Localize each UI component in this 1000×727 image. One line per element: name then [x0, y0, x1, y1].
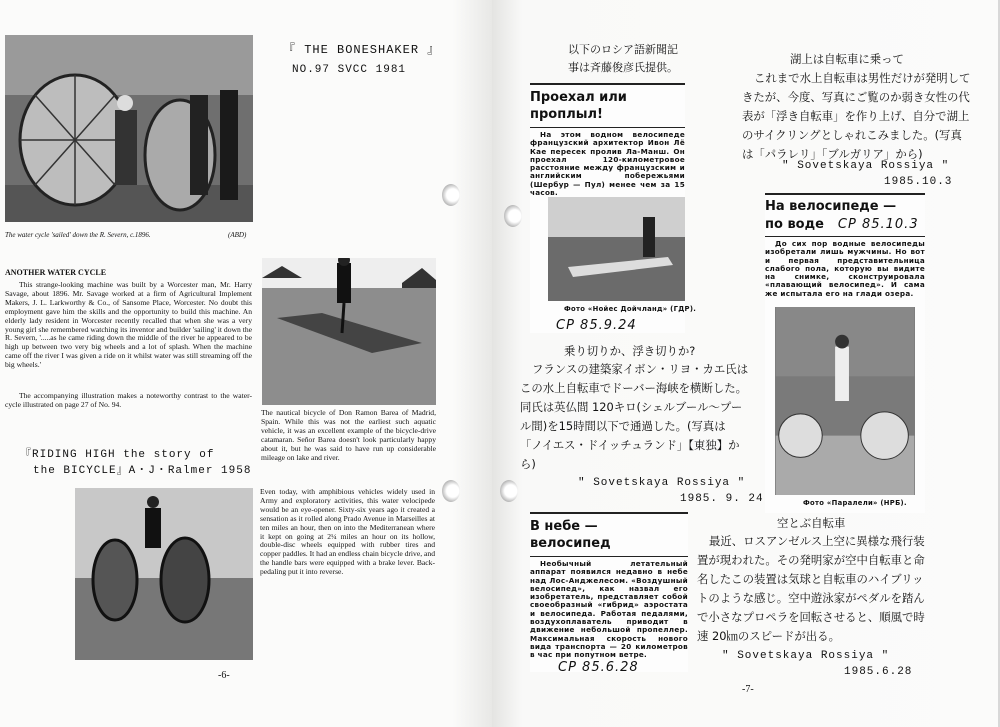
jp2-body — [742, 69, 970, 164]
water-cycle-photo — [5, 35, 253, 222]
punch-hole — [504, 205, 522, 227]
jp3-date: 1985.6.28 — [844, 666, 913, 678]
clipping-photo — [548, 197, 685, 301]
source-title: 『 THE BONESHAKER 』 — [283, 43, 441, 57]
jp2-title: 湖上は自転車に乗って — [790, 52, 904, 66]
article-paragraph: The accompanying illustration makes a noteworthy contrast to the water-cycle illustrated on page 27 of No. 94. — [5, 391, 252, 409]
text-line: トのような感じ。空中遊泳家がペダルを踏ん — [697, 591, 925, 605]
text-line: フランスの建築家イボン・リヨ・カエ氏は — [532, 362, 749, 376]
text-line: ら) — [520, 457, 536, 471]
text-line: 表が「浮き自転車」を作り上げ、自分で湖上 — [742, 109, 970, 123]
article-paragraph: This strange-looking machine was built by a Worcester man, Mr. Harry Savage, about 1896. Mr. Savage worked at a firm of Agricultural Implement Makers, J. L. Larkworthy & Co., of Sansome Place, Worcester. No doubt this employment gave him the skills and the opportunity to build this machine. An elderly lady resident in Worcester recently recalled that when she was a very young girl she remembered watching its inventor and builder 'sailing' it down the R. Severn, '.....as he came riding down the middle of the river he appeared to be high up between two very big wheels and a lot of splash. When the machine came off the river I was given a ride on it whilst water was still streaming off the big wheels.' — [5, 280, 252, 370]
punch-hole — [442, 184, 460, 206]
text-line: これまで水上自転車は男性だけが発明して — [754, 71, 971, 85]
jp3-source: " Sovetskaya Rossiya " — [722, 650, 890, 662]
text-line: 名したこの装置は気球と自転車のハイブリッ — [697, 572, 924, 586]
text-line: のサイクリングとしゃれこみました。(写真 — [742, 128, 962, 142]
handwritten-note: CP 85.9.24 — [556, 318, 637, 333]
text-line: 速 20㎞のスピードが出る。 — [697, 629, 840, 643]
book-title-line2: the BICYCLE』A・J・Ralmer 1958 — [33, 465, 252, 477]
jp2-source: " Sovetskaya Rossiya " — [782, 160, 950, 172]
intro-line1: 以下のロシア語新聞記 — [568, 43, 678, 56]
source-issue: NO.97 SVCC 1981 — [292, 64, 407, 76]
punch-hole — [442, 480, 460, 502]
text-line: 置が現われた。その発明家が空中自転車と命 — [697, 553, 925, 567]
text-line: ル間)を15時間以下で通過した。(写真は — [520, 419, 726, 433]
clipping-headline: по воде — [765, 217, 824, 232]
article-heading: ANOTHER WATER CYCLE — [5, 268, 107, 277]
right-page — [492, 0, 998, 727]
book-title-line1: 『RIDING HIGH the story of — [20, 449, 215, 461]
jp1-body — [520, 360, 748, 474]
clipping-na-velosipede — [765, 193, 925, 513]
jp1-title: 乗り切りか、浮き切りか? — [564, 344, 696, 358]
punch-hole — [500, 480, 518, 502]
clipping-body: Необычный летательный аппарат появился недавно в небе над Лос-Анджелесом. «Воздушный велосипед», как назвал его изобретатель, представляет собой своеобразный «гибрид» аэростата и велосипеда. Работая педалями, воздухоплаватель приводит в движение небольшой пропеллер. Максимальная скорость нового вида транспорта — 20 километров в час при попутном ветре. — [530, 559, 688, 660]
text-line: 同氏は英仏間 120キロ(シェルブール〜プー — [520, 400, 743, 414]
clipping-v-nebe — [530, 512, 688, 675]
text-line: で小さなプロペラを回転させると、順風で時 — [697, 610, 925, 624]
photo2-caption: The nautical bicycle of Don Ramon Barea of Madrid, Spain. While this was not the earliest such aquatic vehicle, it was an excellent example of the bicycle-drive catamaran. Señor Barea doesn't look particularly happy about it, but he was said to have run up considerable mileage on lake and river. — [261, 408, 436, 462]
clipping-headline: На велосипеде — — [765, 199, 897, 214]
clipping-headline: В небе — — [530, 519, 598, 534]
photo1-caption: The water cycle 'sailed' down the R. Severn, c.1896. — [5, 231, 151, 239]
text-line: 最近、ロスアンゼルス上空に異様な飛行装 — [709, 534, 925, 548]
text-line: きたが、今度、写真にご覧のか弱き女性の代 — [742, 90, 970, 104]
text-line: は「パラレリ」「ブルガリア」から) — [742, 147, 923, 161]
photo-caption: Фото «Нойес Дойчланд» (ГДР). — [564, 305, 697, 313]
clipping-photo — [775, 307, 915, 495]
clipping-headline: проплыл! — [530, 107, 603, 122]
jp1-source: " Sovetskaya Rossiya " — [578, 477, 746, 489]
jp3-title: 空とぶ自転車 — [777, 516, 846, 530]
nautical-bicycle-photo — [262, 258, 436, 405]
text-line: この水上自転車でドーバー海峡を横断した。 — [520, 381, 748, 395]
clipping-headline: велосипед — [530, 536, 611, 551]
jp2-date: 1985.10.3 — [884, 176, 953, 188]
intro-line2: 事は斉藤俊彦氏提供。 — [568, 61, 678, 74]
page-number: -7- — [742, 684, 754, 695]
velocipede-text: Even today, with amphibious vehicles widely used in Army and exploratory activities, this water velocipede would be an eye-opener. Sixty-six years ago it created a sensation as it rolled along Prado Avenue in Marseilles at ten miles an hour, then on into the Mediterranean where it kept on going at 2¼ miles an hour on its hollow, double-disc wheels equipped with rubber tires and copper paddles. It had an endless chain bicycle drive, and the handle bars were equipped with a brake lever. Back-pedaling put it into reverse. — [260, 487, 435, 577]
handwritten-note: CP 85.6.28 — [558, 659, 639, 675]
clipping-proekhal — [530, 83, 697, 333]
left-page — [0, 0, 492, 727]
page-number: -6- — [218, 670, 230, 681]
jp3-body — [697, 532, 925, 646]
handwritten-note: CP 85.10.3 — [837, 217, 919, 232]
clipping-body: На этом водном велосипеде французский архитектор Ивон Лё Кае пересек пролив Ла-Манш. Он проехал 120-километровое расстояние между французским и английским побережьями (Шербур — Пул) менее чем за 15 часов. — [530, 130, 685, 198]
water-velocipede-illustration — [75, 488, 253, 660]
photo1-credit: (ABD) — [228, 231, 247, 239]
text-line: 「ノイエス・ドイッチュランド」【東独】か — [520, 438, 740, 452]
clipping-headline: Проехал или — [530, 90, 627, 105]
photo-caption: Фото «Паралели» (НРБ). — [803, 499, 907, 507]
jp1-date: 1985. 9. 24 — [680, 493, 764, 505]
clipping-body: До сих пор водные велосипеды изобретали лишь мужчины. Но вот и первая представительница слабого пола, которую вы видите на снимке, сконструировала «плавающий велосипед». И сама же испытала его на глади озера. — [765, 239, 925, 298]
